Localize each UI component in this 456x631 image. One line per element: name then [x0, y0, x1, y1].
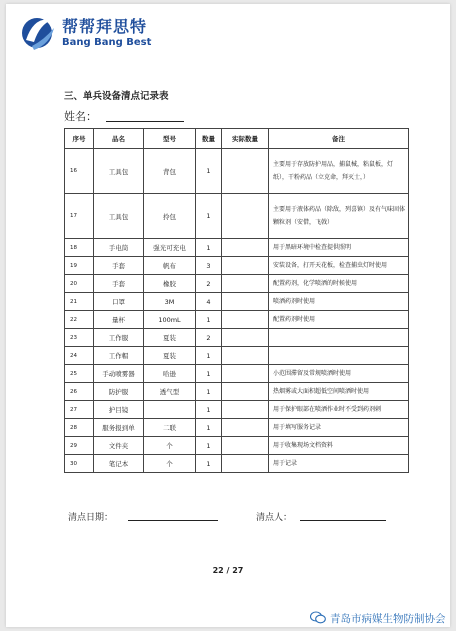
cell-note: 用于记录 [269, 455, 409, 473]
cell-note: 配置药剂，化学喷洒的时候使用 [269, 275, 409, 293]
cell-model: 透气型 [144, 383, 196, 401]
cell-name: 工作服 [94, 329, 144, 347]
cell-note: 用于收集现场文档资料 [269, 437, 409, 455]
cell-name: 工具包 [94, 194, 144, 239]
logo-chinese-name: 帮帮拜思特 [62, 17, 148, 36]
cell-actual-qty[interactable] [222, 293, 269, 311]
cell-model: 夏装 [144, 329, 196, 347]
cell-seq: 20 [65, 275, 94, 293]
page-number: 22 / 27 [212, 566, 244, 575]
table-row [65, 239, 409, 257]
cell-name: 服务报到单 [94, 419, 144, 437]
table-row [65, 149, 409, 194]
equipment-inventory-table [64, 128, 409, 473]
cell-note: 主要用于液体药品（除敌，列喜镇）及有气味固体颗粒剂（安借，飞戟） [269, 194, 409, 239]
cell-model: 帆布 [144, 257, 196, 275]
cell-model: 3M [144, 293, 196, 311]
cell-model: 哈逊 [144, 365, 196, 383]
table-row [65, 347, 409, 365]
cell-note: 用于黑暗环境中检查提供照明 [269, 239, 409, 257]
name-blank-line [106, 121, 184, 122]
cell-name: 手动喷雾器 [94, 365, 144, 383]
document-page [6, 4, 450, 627]
cell-qty: 4 [196, 293, 222, 311]
cell-name: 手套 [94, 257, 144, 275]
cell-name: 手电筒 [94, 239, 144, 257]
inventory-person-label: 清点人： [256, 513, 293, 523]
cell-qty: 1 [196, 149, 222, 194]
cell-seq: 25 [65, 365, 94, 383]
cell-actual-qty[interactable] [222, 257, 269, 275]
cell-note: 喷洒药剂时使用 [269, 293, 409, 311]
company-logo [20, 10, 180, 56]
table-row [65, 329, 409, 347]
cell-name: 手套 [94, 275, 144, 293]
cell-actual-qty[interactable] [222, 194, 269, 239]
cell-note [269, 329, 409, 347]
cell-qty: 1 [196, 401, 222, 419]
cell-note: 用于填写服务记录 [269, 419, 409, 437]
cell-actual-qty[interactable] [222, 311, 269, 329]
table-row [65, 401, 409, 419]
cell-model: 橡胶 [144, 275, 196, 293]
wechat-icon [310, 611, 326, 624]
cell-name: 笔记本 [94, 455, 144, 473]
cell-seq: 30 [65, 455, 94, 473]
section-title: 三、单兵设备清点记录表 [64, 91, 169, 102]
table-row [65, 365, 409, 383]
cell-qty: 2 [196, 275, 222, 293]
cell-qty: 1 [196, 194, 222, 239]
table-row [65, 455, 409, 473]
cell-qty: 1 [196, 419, 222, 437]
cell-actual-qty[interactable] [222, 365, 269, 383]
cell-name: 护目镜 [94, 401, 144, 419]
inventory-date-blank-line [128, 520, 218, 521]
cell-actual-qty[interactable] [222, 437, 269, 455]
cell-note: 配置药剂时使用 [269, 311, 409, 329]
cell-model: 背包 [144, 149, 196, 194]
cell-name: 口罩 [94, 293, 144, 311]
cell-actual-qty[interactable] [222, 401, 269, 419]
table-row [65, 437, 409, 455]
cell-seq: 21 [65, 293, 94, 311]
cell-seq: 26 [65, 383, 94, 401]
inventory-date-label: 清点日期： [68, 513, 114, 523]
cell-model: 强光可充电 [144, 239, 196, 257]
table-body [65, 149, 409, 473]
cell-note: 用于保护眼部在喷洒作业时不受到药剂刺 [269, 401, 409, 419]
cell-note: 小范围滞留及常规喷洒时使用 [269, 365, 409, 383]
cell-name: 工具包 [94, 149, 144, 194]
cell-model: 拎包 [144, 194, 196, 239]
cell-seq: 16 [65, 149, 94, 194]
table-row [65, 311, 409, 329]
header-note: 备注 [269, 129, 409, 149]
cell-actual-qty[interactable] [222, 347, 269, 365]
cell-qty: 1 [196, 383, 222, 401]
cell-qty: 2 [196, 329, 222, 347]
cell-seq: 29 [65, 437, 94, 455]
table-row [65, 194, 409, 239]
cell-actual-qty[interactable] [222, 383, 269, 401]
cell-actual-qty[interactable] [222, 275, 269, 293]
cell-seq: 28 [65, 419, 94, 437]
table-row [65, 275, 409, 293]
name-label: 姓名： [64, 110, 97, 123]
cell-actual-qty[interactable] [222, 329, 269, 347]
cell-name: 防护服 [94, 383, 144, 401]
cell-note: 主要用于存放防护用品，捕鼠械，粘鼠板，灯纸），干粉药品（立克命，拜灭士，） [269, 149, 409, 194]
table-header-row [65, 129, 409, 149]
header-seq: 序号 [65, 129, 94, 149]
cell-name: 量杯 [94, 311, 144, 329]
table-row [65, 257, 409, 275]
cell-seq: 17 [65, 194, 94, 239]
header-actual-qty: 实际数量 [222, 129, 269, 149]
cell-qty: 1 [196, 437, 222, 455]
cell-note [269, 347, 409, 365]
table-row [65, 419, 409, 437]
cell-model: 100mL [144, 311, 196, 329]
cell-qty: 1 [196, 347, 222, 365]
cell-note: 安装设备，打开天花板，检查捕虫灯时使用 [269, 257, 409, 275]
cell-actual-qty[interactable] [222, 239, 269, 257]
cell-qty: 1 [196, 239, 222, 257]
logo-english-name: Bang Bang Best [62, 37, 152, 48]
cell-model: 二联 [144, 419, 196, 437]
cell-seq: 22 [65, 311, 94, 329]
watermark-text: 青岛市病媒生物防制协会 [330, 613, 446, 625]
cell-seq: 27 [65, 401, 94, 419]
table-row [65, 383, 409, 401]
cell-qty: 1 [196, 455, 222, 473]
cell-note: 热烟雾或大面积超低空间喷洒时使用 [269, 383, 409, 401]
cell-qty: 1 [196, 311, 222, 329]
header-qty: 数量 [196, 129, 222, 149]
cell-qty: 1 [196, 365, 222, 383]
inventory-person-blank-line [300, 520, 386, 521]
cell-model: 个 [144, 455, 196, 473]
cell-model: 个 [144, 437, 196, 455]
cell-qty: 3 [196, 257, 222, 275]
cell-seq: 19 [65, 257, 94, 275]
header-name: 品名 [94, 129, 144, 149]
cell-name: 工作帽 [94, 347, 144, 365]
table-row [65, 293, 409, 311]
cell-seq: 23 [65, 329, 94, 347]
cell-model [144, 401, 196, 419]
cell-seq: 24 [65, 347, 94, 365]
cell-name: 文件夹 [94, 437, 144, 455]
cell-actual-qty[interactable] [222, 419, 269, 437]
cell-model: 夏装 [144, 347, 196, 365]
logo-emblem-icon [20, 10, 58, 56]
cell-actual-qty[interactable] [222, 149, 269, 194]
cell-actual-qty[interactable] [222, 455, 269, 473]
header-model: 型号 [144, 129, 196, 149]
cell-seq: 18 [65, 239, 94, 257]
